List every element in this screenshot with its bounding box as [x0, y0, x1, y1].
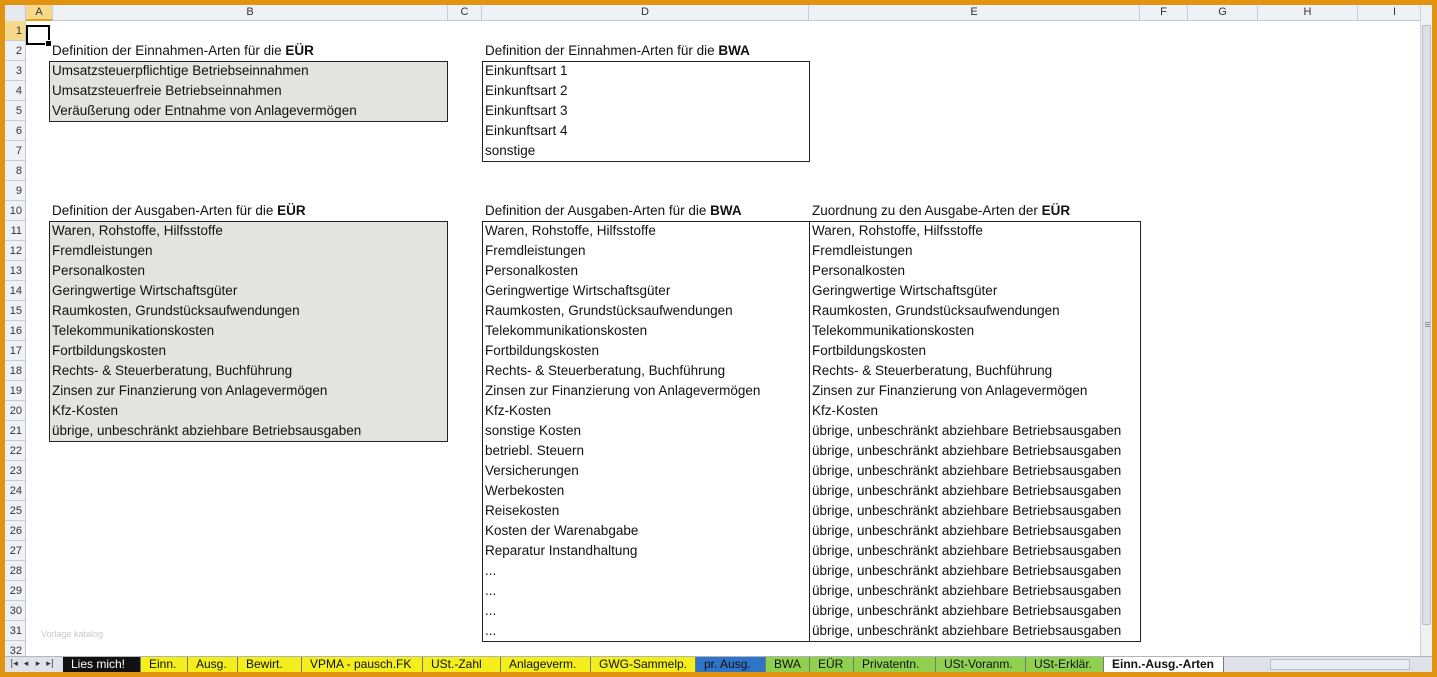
ausgaben-eur-item[interactable]: Geringwertige Wirtschaftsgüter — [52, 283, 238, 298]
row-header-12[interactable]: 12 — [5, 241, 25, 261]
ausgaben-eur-item[interactable]: Fremdleistungen — [52, 243, 153, 258]
sheet-tab-4[interactable]: VPMA - pausch.FK — [302, 657, 423, 672]
zuordnung-eur-item[interactable]: übrige, unbeschränkt abziehbare Betriebsausgaben — [812, 543, 1122, 558]
ausgaben-bwa-item[interactable]: Reparatur Instandhaltung — [485, 543, 638, 558]
ausgaben-bwa-item[interactable]: Werbekosten — [485, 483, 565, 498]
ausgaben-eur-title-bold: EÜR — [277, 203, 306, 218]
einnahmen-eur-title-bold: EÜR — [285, 43, 314, 58]
row-header-6[interactable]: 6 — [5, 121, 25, 141]
vertical-scrollbar[interactable] — [1420, 5, 1432, 656]
ausgaben-eur-title-text: Definition der Ausgaben-Arten für die — [52, 203, 278, 218]
zuordnung-eur-item[interactable]: Telekommunikationskosten — [812, 323, 975, 338]
ausgaben-bwa-title-bold: BWA — [710, 203, 742, 218]
zuordnung-eur-item[interactable]: übrige, unbeschränkt abziehbare Betriebsausgaben — [812, 603, 1122, 618]
sheet-tab-1[interactable]: Einn. — [141, 657, 188, 672]
zuordnung-eur-item[interactable]: übrige, unbeschränkt abziehbare Betriebsausgaben — [812, 563, 1122, 578]
zuordnung-eur-item[interactable]: Personalkosten — [812, 263, 906, 278]
row-header-9[interactable]: 9 — [5, 181, 25, 201]
sheet-tab-0[interactable]: Lies mich! — [63, 657, 141, 672]
ausgaben-eur-item[interactable]: Zinsen zur Finanzierung von Anlagevermögen — [52, 383, 328, 398]
einnahmen-bwa-item[interactable]: Einkunftsart 2 — [485, 83, 568, 98]
active-cell-a1[interactable] — [26, 25, 50, 45]
select-all-corner[interactable] — [5, 5, 26, 21]
zuordnung-eur-item[interactable]: übrige, unbeschränkt abziehbare Betriebsausgaben — [812, 443, 1122, 458]
ausgaben-eur-item[interactable]: Fortbildungskosten — [52, 343, 167, 358]
einnahmen-bwa-item[interactable]: sonstige — [485, 143, 536, 158]
ausgaben-bwa-item[interactable]: Fortbildungskosten — [485, 343, 600, 358]
row-header-13[interactable]: 13 — [5, 261, 25, 281]
ausgaben-bwa-item[interactable]: Geringwertige Wirtschaftsgüter — [485, 283, 671, 298]
ausgaben-bwa-item[interactable]: ... — [485, 603, 497, 618]
ausgaben-bwa-item[interactable]: ... — [485, 583, 497, 598]
row-header-27[interactable]: 27 — [5, 541, 25, 561]
horizontal-scrollbar[interactable] — [1270, 659, 1410, 670]
row-header-10[interactable]: 10 — [5, 201, 25, 221]
row-header-18[interactable]: 18 — [5, 361, 25, 381]
zuordnung-eur-item[interactable]: übrige, unbeschränkt abziehbare Betriebsausgaben — [812, 483, 1122, 498]
einnahmen-bwa-title-bold: BWA — [718, 43, 750, 58]
sheet-tab-10[interactable]: EÜR — [810, 657, 854, 672]
row-header-28[interactable]: 28 — [5, 561, 25, 581]
sheet-tab-6[interactable]: Anlageverm. — [501, 657, 591, 672]
zuordnung-eur-title-bold: EÜR — [1041, 203, 1071, 218]
zuordnung-eur-item[interactable]: Raumkosten, Grundstücksaufwendungen — [812, 303, 1060, 318]
ausgaben-bwa-item[interactable]: Waren, Rohstoffe, Hilfsstoffe — [485, 223, 656, 238]
einnahmen-bwa-item[interactable]: Einkunftsart 1 — [485, 63, 568, 78]
ausgaben-bwa-title — [482, 201, 742, 221]
ausgaben-bwa-title-text: Definition der Ausgaben-Arten für die — [485, 203, 711, 218]
einnahmen-eur-title — [49, 41, 314, 61]
ausgaben-eur-item[interactable]: Rechts- & Steuerberatung, Buchführung — [52, 363, 293, 378]
row-header-21[interactable]: 21 — [5, 421, 25, 441]
zuordnung-eur-title-text: Zuordnung zu den Ausgabe-Arten der — [812, 203, 1042, 218]
ausgaben-eur-title — [49, 201, 306, 221]
sheet-tab-5[interactable]: USt.-Zahl — [423, 657, 501, 672]
ausgaben-bwa-item[interactable]: betriebl. Steuern — [485, 443, 585, 458]
ausgaben-bwa-item[interactable]: Kfz-Kosten — [485, 403, 552, 418]
ausgaben-bwa-item[interactable]: Fremdleistungen — [485, 243, 586, 258]
row-header-26[interactable]: 26 — [5, 521, 25, 541]
column-header-h[interactable]: H — [1258, 5, 1358, 21]
column-header-a[interactable]: A — [26, 5, 53, 21]
ausgaben-eur-item[interactable]: Kfz-Kosten — [52, 403, 119, 418]
zuordnung-eur-item[interactable]: übrige, unbeschränkt abziehbare Betriebsausgaben — [812, 423, 1122, 438]
zuordnung-eur-item[interactable]: Zinsen zur Finanzierung von Anlagevermögen — [812, 383, 1088, 398]
row-header-25[interactable]: 25 — [5, 501, 25, 521]
zuordnung-eur-item[interactable]: Kfz-Kosten — [812, 403, 879, 418]
row-header-14[interactable]: 14 — [5, 281, 25, 301]
sheet-tab-bar — [5, 656, 1432, 672]
spreadsheet-window — [5, 5, 1432, 672]
grip-icon — [1425, 322, 1430, 323]
sheet-tab-11[interactable]: Privatentn. — [854, 657, 936, 672]
einnahmen-bwa-item[interactable]: Einkunftsart 4 — [485, 123, 568, 138]
sheet-tab-9[interactable]: BWA — [766, 657, 810, 672]
column-header-bar — [5, 5, 1432, 21]
ausgaben-bwa-item[interactable]: Raumkosten, Grundstücksaufwendungen — [485, 303, 733, 318]
row-header-15[interactable]: 15 — [5, 301, 25, 321]
row-header-4[interactable]: 4 — [5, 81, 25, 101]
sheet-tab-8[interactable]: pr. Ausg. — [696, 657, 766, 672]
zuordnung-eur-item[interactable]: übrige, unbeschränkt abziehbare Betriebsausgaben — [812, 583, 1122, 598]
zuordnung-eur-item[interactable]: Geringwertige Wirtschaftsgüter — [812, 283, 998, 298]
vertical-scroll-thumb[interactable] — [1422, 25, 1431, 625]
sheet-tab-13[interactable]: USt-Erklär. — [1026, 657, 1104, 672]
column-header-d[interactable]: D — [482, 5, 809, 21]
ausgaben-bwa-item[interactable]: ... — [485, 563, 497, 578]
ausgaben-bwa-item[interactable]: Zinsen zur Finanzierung von Anlagevermögen — [485, 383, 761, 398]
ausgaben-bwa-item[interactable]: Telekommunikationskosten — [485, 323, 648, 338]
zuordnung-eur-title — [809, 201, 1070, 221]
ausgaben-bwa-item[interactable]: Versicherungen — [485, 463, 579, 478]
row-header-3[interactable]: 3 — [5, 61, 25, 81]
row-header-32[interactable]: 32 — [5, 641, 25, 656]
row-header-16[interactable]: 16 — [5, 321, 25, 341]
row-header-22[interactable]: 22 — [5, 441, 25, 461]
zuordnung-eur-item[interactable]: Rechts- & Steuerberatung, Buchführung — [812, 363, 1053, 378]
ausgaben-bwa-item[interactable]: Reisekosten — [485, 503, 560, 518]
row-header-29[interactable]: 29 — [5, 581, 25, 601]
row-header-17[interactable]: 17 — [5, 341, 25, 361]
zuordnung-eur-item[interactable]: übrige, unbeschränkt abziehbare Betriebsausgaben — [812, 523, 1122, 538]
einnahmen-bwa-title-text: Definition der Einnahmen-Arten für die — [485, 43, 719, 58]
ausgaben-bwa-item[interactable]: Kosten der Warenabgabe — [485, 523, 639, 538]
einnahmen-bwa-title — [482, 41, 750, 61]
einnahmen-eur-item[interactable]: Umsatzsteuerfreie Betriebseinnahmen — [52, 83, 282, 98]
ausgaben-bwa-item[interactable]: sonstige Kosten — [485, 423, 582, 438]
zuordnung-eur-item[interactable]: übrige, unbeschränkt abziehbare Betriebsausgaben — [812, 463, 1122, 478]
zuordnung-eur-item[interactable]: Fremdleistungen — [812, 243, 913, 258]
einnahmen-bwa-item[interactable]: Einkunftsart 3 — [485, 103, 568, 118]
column-header-c[interactable]: C — [448, 5, 482, 21]
cell-grid[interactable] — [26, 21, 1420, 656]
row-header-2[interactable]: 2 — [5, 41, 25, 61]
einnahmen-eur-item[interactable]: Veräußerung oder Entnahme von Anlagevermögen — [52, 103, 357, 118]
prev-sheet-icon[interactable]: ◂ — [23, 659, 29, 669]
row-header-1[interactable]: 1 — [5, 21, 25, 41]
column-header-g[interactable]: G — [1188, 5, 1258, 21]
sheet-tab-14[interactable]: Einn.-Ausg.-Arten — [1104, 657, 1224, 672]
row-header-20[interactable]: 20 — [5, 401, 25, 421]
ausgaben-bwa-item[interactable]: Rechts- & Steuerberatung, Buchführung — [485, 363, 726, 378]
ausgaben-eur-item[interactable]: Personalkosten — [52, 263, 146, 278]
ausgaben-eur-item[interactable]: Telekommunikationskosten — [52, 323, 215, 338]
row-header-19[interactable]: 19 — [5, 381, 25, 401]
sheet-tab-2[interactable]: Ausg. — [188, 657, 238, 672]
row-header-23[interactable]: 23 — [5, 461, 25, 481]
ausgaben-bwa-item[interactable]: ... — [485, 623, 497, 638]
next-sheet-icon[interactable]: ▸ — [35, 659, 41, 669]
zuordnung-eur-item[interactable]: übrige, unbeschränkt abziehbare Betriebsausgaben — [812, 503, 1122, 518]
column-header-f[interactable]: F — [1140, 5, 1188, 21]
sheet-tab-3[interactable]: Bewirt. — [238, 657, 302, 672]
sheet-tab-7[interactable]: GWG-Sammelp. — [591, 657, 696, 672]
row-header-8[interactable]: 8 — [5, 161, 25, 181]
ausgaben-eur-item[interactable]: übrige, unbeschränkt abziehbare Betriebsausgaben — [52, 423, 362, 438]
row-header-31[interactable]: 31 — [5, 621, 25, 641]
ausgaben-bwa-item[interactable]: Personalkosten — [485, 263, 579, 278]
row-header-24[interactable]: 24 — [5, 481, 25, 501]
zuordnung-eur-item[interactable]: Waren, Rohstoffe, Hilfsstoffe — [812, 223, 983, 238]
row-header-5[interactable]: 5 — [5, 101, 25, 121]
row-header-7[interactable]: 7 — [5, 141, 25, 161]
column-header-e[interactable]: E — [809, 5, 1140, 21]
watermark: Vorlage katalog — [41, 629, 104, 639]
ausgaben-eur-item[interactable]: Raumkosten, Grundstücksaufwendungen — [52, 303, 300, 318]
sheet-tab-12[interactable]: USt-Voranm. — [936, 657, 1026, 672]
column-header-b[interactable]: B — [53, 5, 448, 21]
zuordnung-eur-item[interactable]: übrige, unbeschränkt abziehbare Betriebsausgaben — [812, 623, 1122, 638]
einnahmen-eur-title-text: Definition der Einnahmen-Arten für die — [52, 43, 286, 58]
column-header-i[interactable]: I — [1358, 5, 1432, 21]
last-sheet-icon[interactable]: ▸| — [46, 659, 54, 669]
einnahmen-eur-item[interactable]: Umsatzsteuerpflichtige Betriebseinnahmen — [52, 63, 309, 78]
zuordnung-eur-item[interactable]: Fortbildungskosten — [812, 343, 927, 358]
first-sheet-icon[interactable]: |◂ — [10, 659, 18, 669]
row-header-30[interactable]: 30 — [5, 601, 25, 621]
ausgaben-eur-item[interactable]: Waren, Rohstoffe, Hilfsstoffe — [52, 223, 223, 238]
row-header-bar — [5, 21, 26, 656]
row-header-11[interactable]: 11 — [5, 221, 25, 241]
